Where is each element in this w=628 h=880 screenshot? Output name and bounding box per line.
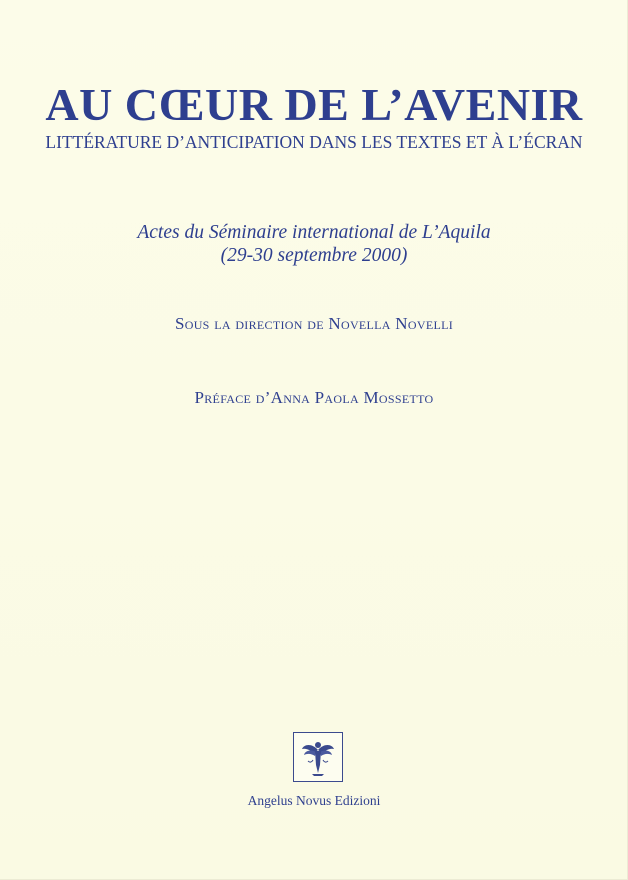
proceedings-block — [0, 221, 628, 267]
angel-emblem-icon — [296, 735, 340, 779]
editor-credit: Sous la direction de Novella Novelli — [174, 314, 454, 333]
proceedings-line-2: (29-30 septembre 2000) — [220, 245, 408, 266]
publisher-name: Angelus Novus Edizioni — [247, 793, 381, 808]
preface-credit: Préface d’Anna Paola Mossetto — [194, 388, 434, 407]
book-subtitle: LITTÉRATURE D’ANTICIPATION DANS LES TEXTES ET À L’ÉCRAN — [45, 132, 583, 152]
proceedings-line-1: Actes du Séminaire international de L’Aquila — [137, 222, 491, 243]
publisher-logo — [293, 732, 343, 782]
book-title: AU CŒUR DE L’AVENIR — [45, 79, 583, 130]
